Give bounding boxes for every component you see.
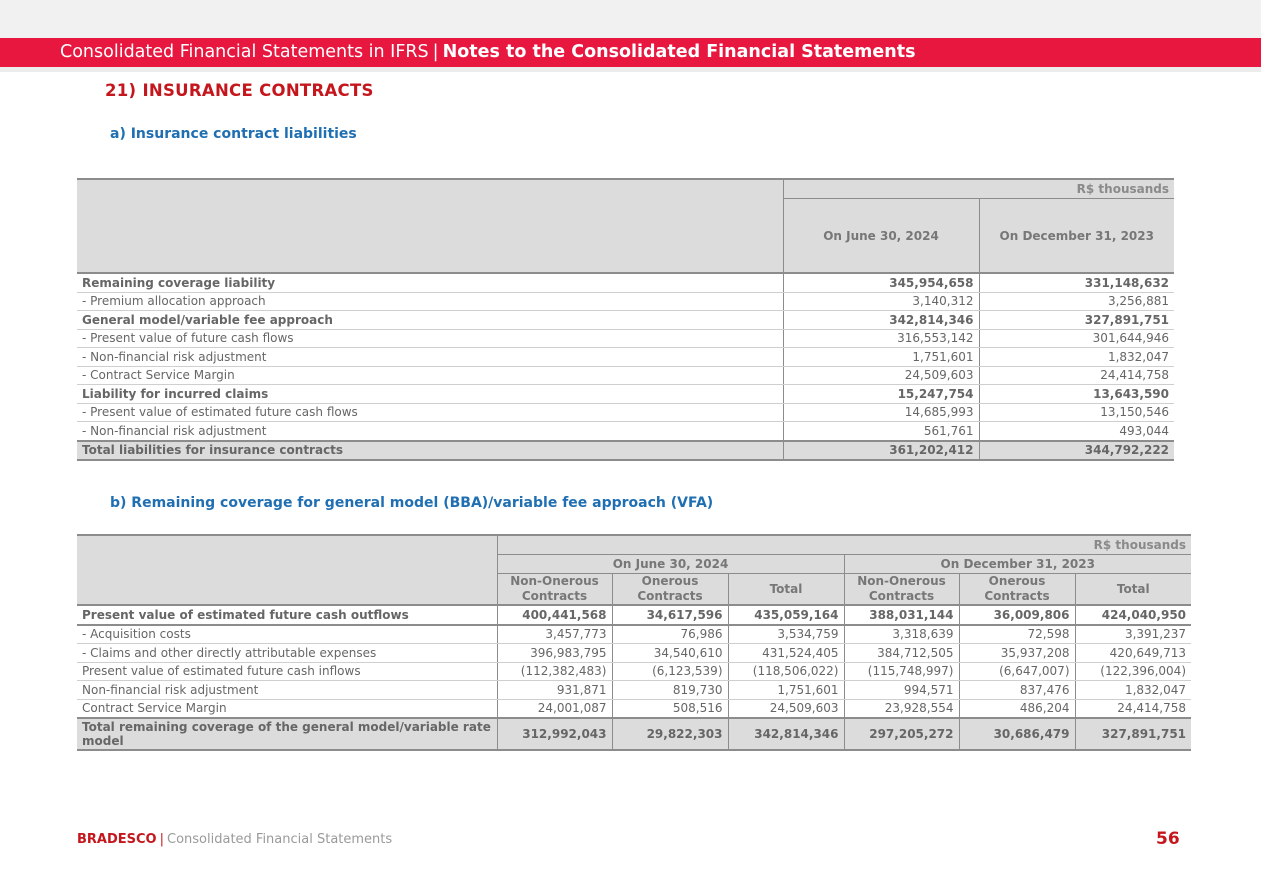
row-label: Non-financial risk adjustment — [77, 681, 497, 700]
row-label: Remaining coverage liability — [77, 273, 783, 292]
cell-value: 931,871 — [497, 681, 612, 700]
brand-name: BRADESCO — [77, 832, 157, 847]
sub-header: Total — [728, 574, 844, 606]
cell-value: (6,647,007) — [959, 662, 1075, 681]
cell-value: 819,730 — [612, 681, 728, 700]
cell-value: (118,506,022) — [728, 662, 844, 681]
column-header: On December 31, 2023 — [979, 199, 1174, 274]
sub-header: Non-Onerous Contracts — [844, 574, 959, 606]
subtitle-b: b) Remaining coverage for general model (BBA)/variable fee approach (VFA) — [110, 495, 714, 511]
cell-value: (112,382,483) — [497, 662, 612, 681]
cell-value: 3,140,312 — [783, 292, 979, 311]
row-label: - Contract Service Margin — [77, 366, 783, 385]
cell-value: (6,123,539) — [612, 662, 728, 681]
row-label: Total remaining coverage of the general model/variable rate model — [77, 718, 497, 750]
section-title: 21) INSURANCE CONTRACTS — [105, 81, 374, 100]
cell-value: 3,256,881 — [979, 292, 1174, 311]
unit-label: R$ thousands — [497, 535, 1191, 555]
header-separator: | — [432, 42, 439, 62]
row-label: General model/variable fee approach — [77, 311, 783, 330]
row-label: Total liabilities for insurance contracts — [77, 441, 783, 461]
cell-value: 1,751,601 — [728, 681, 844, 700]
row-label: - Premium allocation approach — [77, 292, 783, 311]
footer — [77, 832, 392, 847]
cell-value: 1,832,047 — [979, 348, 1174, 367]
table-row — [77, 625, 1191, 644]
cell-value: 13,643,590 — [979, 385, 1174, 404]
cell-value: 837,476 — [959, 681, 1075, 700]
cell-value: (115,748,997) — [844, 662, 959, 681]
footer-text: Consolidated Financial Statements — [167, 832, 393, 847]
top-margin — [0, 0, 1261, 38]
table-row — [77, 403, 1174, 422]
header-blank-cell — [77, 535, 497, 605]
cell-value: 3,534,759 — [728, 625, 844, 644]
table-row — [77, 385, 1174, 404]
row-label: - Non-financial risk adjustment — [77, 422, 783, 441]
cell-value: 486,204 — [959, 699, 1075, 718]
cell-value: 331,148,632 — [979, 273, 1174, 292]
group-header: On June 30, 2024 — [497, 555, 844, 574]
cell-value: 34,540,610 — [612, 644, 728, 663]
cell-value: 24,001,087 — [497, 699, 612, 718]
cell-value: 1,832,047 — [1075, 681, 1191, 700]
table-row — [77, 699, 1191, 718]
cell-value: 3,391,237 — [1075, 625, 1191, 644]
cell-value: 297,205,272 — [844, 718, 959, 750]
header-shadow — [0, 67, 1261, 72]
cell-value: 327,891,751 — [979, 311, 1174, 330]
cell-value: 384,712,505 — [844, 644, 959, 663]
sub-header: Non-Onerous Contracts — [497, 574, 612, 606]
table-row — [77, 348, 1174, 367]
table-row — [77, 681, 1191, 700]
total-row — [77, 718, 1191, 750]
row-label: Present value of estimated future cash inflows — [77, 662, 497, 681]
subtitle-a: a) Insurance contract liabilities — [110, 126, 357, 142]
cell-value: 35,937,208 — [959, 644, 1075, 663]
cell-value: 3,457,773 — [497, 625, 612, 644]
table-row — [77, 311, 1174, 330]
table-header-row — [77, 535, 1191, 555]
unit-label: R$ thousands — [783, 179, 1174, 199]
row-label: Present value of estimated future cash outflows — [77, 605, 497, 625]
table-row — [77, 329, 1174, 348]
sub-header: Onerous Contracts — [612, 574, 728, 606]
table-header-row — [77, 179, 1174, 199]
cell-value: 396,983,795 — [497, 644, 612, 663]
cell-value: 388,031,144 — [844, 605, 959, 625]
cell-value: 15,247,754 — [783, 385, 979, 404]
cell-value: 327,891,751 — [1075, 718, 1191, 750]
row-label: - Acquisition costs — [77, 625, 497, 644]
cell-value: 400,441,568 — [497, 605, 612, 625]
cell-value: 34,617,596 — [612, 605, 728, 625]
table-row — [77, 605, 1191, 625]
row-label: - Present value of future cash flows — [77, 329, 783, 348]
cell-value: 24,509,603 — [728, 699, 844, 718]
table-row — [77, 366, 1174, 385]
column-header: On June 30, 2024 — [783, 199, 979, 274]
table-row — [77, 662, 1191, 681]
cell-value: 344,792,222 — [979, 441, 1174, 461]
remaining-coverage-table — [77, 534, 1191, 751]
header-title-prefix: Consolidated Financial Statements in IFRS — [60, 42, 429, 62]
cell-value: 561,761 — [783, 422, 979, 441]
table-row — [77, 422, 1174, 441]
cell-value: 508,516 — [612, 699, 728, 718]
cell-value: (122,396,004) — [1075, 662, 1191, 681]
cell-value: 24,414,758 — [979, 366, 1174, 385]
cell-value: 24,414,758 — [1075, 699, 1191, 718]
cell-value: 1,751,601 — [783, 348, 979, 367]
cell-value: 312,992,043 — [497, 718, 612, 750]
group-header: On December 31, 2023 — [844, 555, 1191, 574]
sub-header: Onerous Contracts — [959, 574, 1075, 606]
row-label: - Present value of estimated future cash flows — [77, 403, 783, 422]
header-title-bold: Notes to the Consolidated Financial Statements — [442, 42, 916, 62]
table-row — [77, 273, 1174, 292]
row-label: Liability for incurred claims — [77, 385, 783, 404]
cell-value: 424,040,950 — [1075, 605, 1191, 625]
row-label: Contract Service Margin — [77, 699, 497, 718]
cell-value: 23,928,554 — [844, 699, 959, 718]
cell-value: 493,044 — [979, 422, 1174, 441]
header-banner — [0, 38, 1261, 67]
cell-value: 72,598 — [959, 625, 1075, 644]
cell-value: 76,986 — [612, 625, 728, 644]
cell-value: 24,509,603 — [783, 366, 979, 385]
cell-value: 29,822,303 — [612, 718, 728, 750]
table-row — [77, 644, 1191, 663]
row-label: - Claims and other directly attributable expenses — [77, 644, 497, 663]
cell-value: 30,686,479 — [959, 718, 1075, 750]
cell-value: 342,814,346 — [728, 718, 844, 750]
cell-value: 36,009,806 — [959, 605, 1075, 625]
cell-value: 994,571 — [844, 681, 959, 700]
cell-value: 316,553,142 — [783, 329, 979, 348]
page-number: 56 — [1156, 829, 1180, 849]
total-row — [77, 441, 1174, 461]
cell-value: 420,649,713 — [1075, 644, 1191, 663]
cell-value: 435,059,164 — [728, 605, 844, 625]
header-blank-cell — [77, 179, 783, 273]
cell-value: 345,954,658 — [783, 273, 979, 292]
cell-value: 3,318,639 — [844, 625, 959, 644]
insurance-liabilities-table — [77, 178, 1174, 461]
cell-value: 13,150,546 — [979, 403, 1174, 422]
cell-value: 431,524,405 — [728, 644, 844, 663]
footer-separator: | — [159, 832, 164, 847]
cell-value: 342,814,346 — [783, 311, 979, 330]
cell-value: 361,202,412 — [783, 441, 979, 461]
cell-value: 14,685,993 — [783, 403, 979, 422]
sub-header: Total — [1075, 574, 1191, 606]
cell-value: 301,644,946 — [979, 329, 1174, 348]
row-label: - Non-financial risk adjustment — [77, 348, 783, 367]
table-row — [77, 292, 1174, 311]
